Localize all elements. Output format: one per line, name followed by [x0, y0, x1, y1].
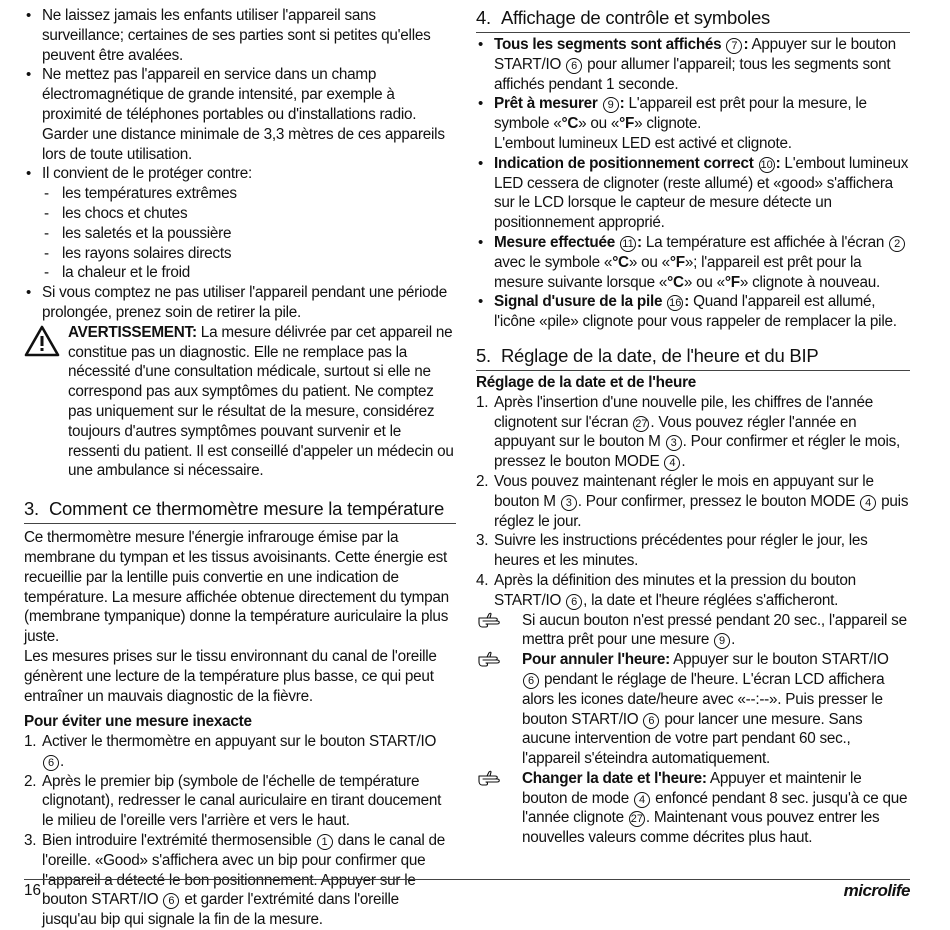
item-text: L'embout lumineux LED est activé et clignote.	[494, 134, 792, 152]
paragraph: Les mesures prises sur le tissu environnant du canal de l'oreille génèrent une lecture de la température plus basse, ce qui peut entraîner un mauvais diagnostic de la fièvre.	[24, 647, 437, 705]
step-text: . Pour confirmer, pressez le bouton MODE	[577, 492, 860, 510]
ref-circle: 16	[669, 297, 682, 310]
section-number: 3.	[24, 498, 39, 520]
list-item: - les chocs et chutes	[42, 204, 456, 224]
step-text: Suivre les instructions précédentes pour régler le jour, les heures et les minutes.	[494, 532, 868, 570]
list-item	[476, 154, 910, 233]
unit-symbol: °F	[669, 253, 685, 271]
step-text: Après l'insertion d'une nouvelle pile, les chiffres de l'année clignotent sur l'écran	[494, 393, 874, 431]
section-number: 5.	[476, 344, 491, 366]
step-text: Bien introduire l'extrémité thermosensible	[42, 832, 316, 850]
ref-circle: 2	[889, 236, 905, 252]
note-item	[476, 650, 910, 769]
unit-symbol: °F	[619, 115, 635, 133]
item-text: » ou «	[628, 253, 670, 271]
step-text: Après le premier bip (symbole de l'échelle de température clignotant), redresser le canal auriculaire en tirant doucement le milieu de l'oreille vers l'arrière et vers le haut.	[42, 772, 442, 830]
pointing-hand-icon	[478, 770, 508, 786]
right-column	[476, 6, 910, 848]
unit-symbol: °C	[612, 253, 629, 271]
ref-circle: 6	[566, 58, 582, 74]
list-item: - la chaleur et le froid	[42, 263, 456, 283]
step-text: Après la définition des minutes et la pression du bouton START/IO	[494, 571, 856, 609]
item-label: Prêt à mesurer	[494, 95, 602, 113]
ref-circle: 4	[860, 495, 876, 511]
list-item	[476, 233, 910, 292]
item-colon: :	[775, 154, 781, 172]
steps-list	[24, 732, 456, 930]
warning-text: La mesure délivrée par cet appareil ne constitue pas un diagnostic. Elle ne remplace pas la nécessité d'une consultation médicale, surtout si elle ne correspond pas aux symptômes du patient. Ne comptez pas uniquement sur le résultat de la mesure, considérez toujours d'autres symptômes pouvant survenir et le ressenti du patient. Il est conseillé d'appeler un médecin ou une ambulance si nécessaire.	[68, 323, 454, 480]
item-text: »; l'appareil est prêt pour la mesure suivante lorsque «	[494, 253, 862, 291]
list-item: - les saletés et la poussière	[42, 224, 456, 244]
left-column	[24, 6, 456, 930]
item-colon: :	[743, 36, 749, 53]
subheading: Pour éviter une mesure inexacte	[24, 713, 252, 731]
step-text: Vous pouvez maintenant régler le mois en appuyant sur le bouton M	[494, 472, 874, 510]
ref-circle: 27	[635, 417, 648, 430]
item-colon: :	[619, 95, 625, 113]
item-text: » clignote.	[634, 115, 702, 133]
section-title: Affichage de contrôle et symboles	[500, 7, 771, 28]
list-item	[476, 94, 910, 153]
item-colon: :	[636, 233, 642, 251]
item-text: L'embout lumineux LED cessera de clignoter (reste allumé) et «good» s'affichera sur le LCD lorsque le capteur de mesure détecte un positionnement approprié.	[494, 154, 909, 232]
note-text: Appuyer et maintenir le bouton de mode	[522, 769, 862, 807]
note-text: enfoncé pendant 8 sec. jusqu'à ce que l'année clignote	[522, 789, 908, 827]
item-text: pour allumer l'appareil; tous les segments sont affichés pendant 1 seconde.	[494, 55, 891, 93]
list-item	[476, 472, 910, 531]
step-text: puis réglez le jour.	[494, 492, 909, 530]
list-item	[24, 772, 456, 831]
step-number: 2.	[24, 772, 37, 790]
item-label: Signal d'usure de la pile	[494, 293, 667, 311]
list-item: • Si vous comptez ne pas utiliser l'appareil pendant une période prolongée, prenez soin de retirer la pile.	[24, 283, 456, 323]
note-text: Si aucun bouton n'est pressé pendant 20 sec., l'appareil se mettra prêt pour une mesure	[522, 611, 907, 649]
section-number: 4.	[476, 7, 491, 28]
item-label: Tous les segments sont affichés	[494, 36, 726, 53]
ref-circle: 6	[163, 893, 179, 909]
section-title: Comment ce thermomètre mesure la température	[48, 498, 445, 520]
footer-divider	[24, 879, 910, 880]
item-text: L'appareil est prêt pour la mesure, le symbole «	[494, 95, 867, 133]
list-item	[24, 831, 456, 930]
step-number: 3.	[476, 532, 489, 550]
step-number: 2.	[476, 472, 489, 490]
pointing-hand-icon	[478, 612, 508, 628]
step-text: .	[681, 453, 686, 471]
brand-logo: microlife	[843, 881, 910, 900]
safety-list	[24, 6, 456, 323]
item-label: Indication de positionnement correct	[494, 154, 758, 172]
item-text: avec le symbole «	[494, 253, 613, 271]
list-item	[476, 393, 910, 472]
ref-circle: 27	[630, 813, 643, 826]
unit-symbol: °C	[561, 115, 579, 133]
step-text: . Pour confirmer et régler le mois, pressez le bouton MODE	[494, 433, 901, 471]
paragraph: Ce thermomètre mesure l'énergie infrarouge émise par la membrane du tympan et les tissus avoisinants. Cette énergie est recueillie par la lentille puis convertie en une indication de température. La mesure affichée obtenue directement du tympan (membrane tympanique) donne la température auriculaire la plus juste.	[24, 529, 449, 646]
item-label: Mesure effectuée	[494, 233, 619, 251]
ref-circle: 9	[603, 97, 619, 113]
item-text: » clignote à nouveau.	[739, 273, 881, 291]
section-4-heading	[476, 6, 910, 33]
ref-circle: 6	[643, 713, 659, 729]
ref-circle: 1	[317, 834, 333, 850]
item-colon: :	[684, 293, 690, 311]
step-number: 1.	[24, 733, 37, 751]
item-text: La température est affichée à l'écran	[641, 233, 889, 251]
item-text: » ou «	[683, 273, 725, 291]
list-item-text: Il convient de le protéger contre:	[42, 165, 253, 183]
step-text: Activer le thermomètre en appuyant sur le bouton START/IO	[42, 733, 437, 751]
note-item	[476, 769, 910, 848]
note-label: Pour annuler l'heure:	[522, 651, 670, 669]
ref-circle: 6	[523, 673, 539, 689]
step-text: dans le canal de l'oreille. «Good» s'affichera avec un bip pour confirmer que l'appareil a détecté le bon positionnement. Appuyer sur le bouton START/IO	[42, 832, 446, 909]
step-text: .	[60, 752, 64, 770]
pointing-hand-icon	[478, 651, 508, 667]
step-number: 3.	[24, 832, 37, 850]
warning-triangle-icon	[24, 325, 60, 357]
unit-symbol: °F	[724, 273, 740, 291]
ref-circle: 6	[43, 755, 59, 771]
ref-circle: 4	[634, 792, 650, 808]
step-number: 1.	[476, 393, 489, 411]
section-3-heading	[24, 497, 456, 524]
step-number: 4.	[476, 571, 489, 589]
list-item	[476, 35, 910, 94]
section-title: Réglage de la date, de l'heure et du BIP	[500, 344, 819, 366]
list-item: - les températures extrêmes	[42, 184, 456, 204]
ref-circle: 11	[620, 236, 636, 252]
ref-circle: 3	[561, 495, 577, 511]
ref-circle: 4	[664, 455, 680, 471]
subheading: Réglage de la date et de l'heure	[476, 373, 697, 391]
ref-circle: 9	[714, 633, 730, 649]
item-text: » ou «	[578, 115, 620, 133]
note-text: . Maintenant vous pouvez entrer les nouvelles valeurs comme décrites plus haut.	[522, 809, 880, 847]
list-item	[24, 164, 456, 283]
step-text: , la date et l'heure réglées s'afficheront.	[583, 591, 839, 609]
unit-symbol: °C	[667, 273, 684, 291]
step-text: et garder l'extrémité dans l'oreille jusqu'au bip qui signale la fin de la mesure.	[42, 891, 399, 929]
note-item	[476, 611, 910, 651]
ref-circle: 6	[566, 594, 582, 610]
note-text: pendant le réglage de l'heure. L'écran LCD affichera alors les icones date/heure avec «--:--». Puis presser le bouton START/IO	[522, 670, 885, 728]
warning-block	[24, 323, 456, 481]
note-text: pour lancer une mesure. Sans aucune intervention de votre part pendant 60 sec., l'appareil s'éteindra automatiquement.	[522, 710, 863, 768]
page-number: 16	[24, 882, 42, 899]
ref-circle: 3	[666, 435, 682, 451]
date-steps-list	[476, 393, 910, 611]
warning-label: AVERTISSEMENT:	[68, 323, 197, 341]
list-item	[476, 292, 910, 332]
list-item	[476, 531, 910, 571]
list-item: • Ne mettez pas l'appareil en service dans un champ électromagnétique de grande intensité, par exemple à proximité de téléphones portables ou d'installations radio. Garder une distance minimale de 3,3 mètres de ces appareils lors de toute utilisation.	[24, 65, 456, 164]
note-label: Changer la date et l'heure:	[522, 769, 707, 787]
protect-list	[42, 184, 456, 283]
note-text: Appuyer sur le bouton START/IO	[669, 651, 889, 669]
list-item: - les rayons solaires directs	[42, 244, 456, 264]
list-item	[24, 732, 456, 772]
section-5-heading	[476, 344, 910, 371]
note-text: .	[731, 631, 736, 649]
list-item	[476, 571, 910, 611]
ref-circle: 7	[726, 38, 742, 54]
list-item: • Ne laissez jamais les enfants utiliser l'appareil sans surveillance; certaines de ses parties sont si petites qu'elles peuvent être avalées.	[24, 6, 456, 65]
item-text: Quand l'appareil est allumé, l'icône «pile» clignote pour vous rappeler de remplacer la pile.	[494, 293, 897, 331]
ref-circle: 10	[760, 158, 773, 171]
symbols-list	[476, 35, 910, 332]
step-text: . Vous pouvez régler l'année en appuyant sur le bouton M	[494, 413, 857, 451]
item-text: Appuyer sur le bouton START/IO	[494, 36, 896, 73]
